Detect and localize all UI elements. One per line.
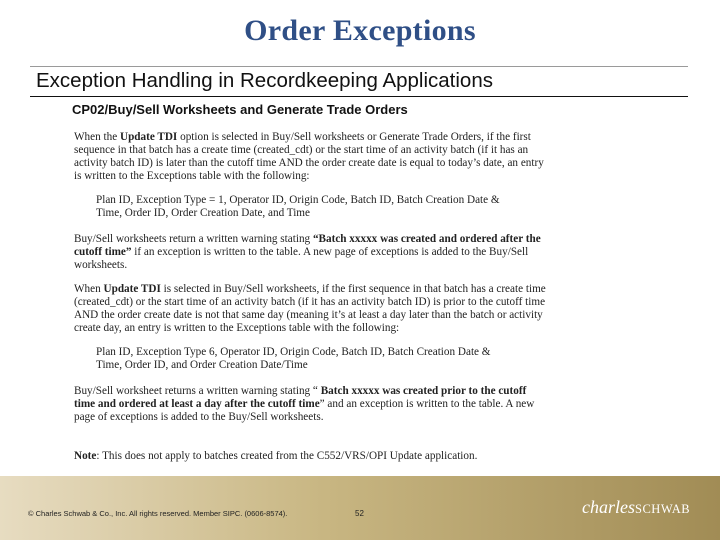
body-line-text: Buy/Sell worksheets return a written warning stating [74, 233, 313, 245]
logo-schwab-text: SCHWAB [635, 502, 691, 516]
body-line-text: page of exceptions is added to the Buy/Sell worksheets. [74, 411, 324, 423]
footer-page-number: 52 [355, 509, 364, 518]
note-line [74, 450, 477, 463]
body-line-text: When the [74, 131, 120, 143]
body-line-text: is selected in Buy/Sell worksheets, if the first sequence in that batch has a create time [160, 283, 546, 295]
body-line [96, 207, 310, 220]
body-line-text: option is selected in Buy/Sell worksheets or Generate Trade Orders, if the first [177, 131, 531, 143]
slide-title: Order Exceptions [244, 14, 476, 47]
body-line [74, 296, 545, 309]
body-line-bold-text: Batch xxxxx was created prior to the cutoff [320, 385, 527, 397]
body-line [74, 246, 528, 259]
note-label: Note [74, 450, 97, 462]
body-line-text: AND the order create date is not that same day (meaning it’s at least a day later than the batch or activity [74, 309, 543, 321]
body-line-text: When [74, 283, 104, 295]
footer-bar [0, 476, 720, 540]
body-line-text: worksheets. [74, 259, 128, 271]
body-line-bold-text: cutoff time” [74, 246, 132, 258]
body-line [74, 157, 544, 170]
body-line [74, 411, 324, 424]
body-line [96, 359, 308, 372]
logo-charles-text: charles [582, 497, 635, 517]
body-line-text: Time, Order ID, and Order Creation Date/Time [96, 359, 308, 371]
body-line-text: Plan ID, Exception Type 6, Operator ID, Origin Code, Batch ID, Batch Creation Date & [96, 346, 491, 358]
footer-copyright: © Charles Schwab & Co., Inc. All rights reserved. Member SIPC. (0606-8574). [28, 509, 288, 518]
body-line-text: ” and an exception is written to the table. A new [319, 398, 535, 410]
document-panel [30, 66, 688, 465]
body-line-text: Plan ID, Exception Type = 1, Operator ID, Origin Code, Batch ID, Batch Creation Date & [96, 194, 500, 206]
body-line-bold-text: Update TDI [103, 283, 161, 295]
body-line-text: Time, Order ID, Order Creation Date, and Time [96, 207, 310, 219]
body-line-text: create day, an entry is written to the Exceptions table with the following: [74, 322, 400, 334]
body-line [96, 194, 500, 207]
body-line [74, 385, 526, 398]
body-line-text: activity batch ID) is later than the cutoff time AND the order create date is equal to today’s date, an entry [74, 157, 544, 169]
body-line-text: if an exception is written to the table. A new page of exceptions is added to the Buy/Sell [131, 246, 529, 258]
body-line [74, 170, 310, 183]
body-line [74, 309, 543, 322]
body-line-bold-text: Update TDI [119, 131, 178, 143]
body-line [74, 233, 541, 246]
body-line-text: is written to the Exceptions table with the following: [74, 170, 310, 182]
heading-rule [30, 96, 688, 97]
section-title: CP02/Buy/Sell Worksheets and Generate Trade Orders [72, 102, 408, 117]
body-line-bold-text: “Batch xxxxx was created and ordered after the [312, 233, 541, 245]
body-line [74, 131, 531, 144]
body-line [74, 144, 528, 157]
body-line [74, 283, 546, 296]
body-line [74, 322, 399, 335]
charles-schwab-logo [582, 497, 690, 518]
body-line-text: Buy/Sell worksheet returns a written warning stating “ [74, 385, 321, 397]
body-line-text: sequence in that batch has a create time (created_cdt) or the start time of an activity batch (if it has an [74, 144, 529, 156]
document-heading: Exception Handling in Recordkeeping Applications [36, 69, 493, 92]
body-line-text: (created_cdt) or the start time of an activity batch (if it has an activity batch ID) is prior to the cutoff time [74, 296, 546, 308]
body-line [74, 259, 127, 272]
body-line [96, 346, 491, 359]
body-line-bold-text: time and ordered at least a day after the cutoff time [74, 398, 320, 410]
body-line [74, 398, 534, 411]
note-text: : This does not apply to batches created from the C552/VRS/OPI Update application. [96, 450, 478, 462]
